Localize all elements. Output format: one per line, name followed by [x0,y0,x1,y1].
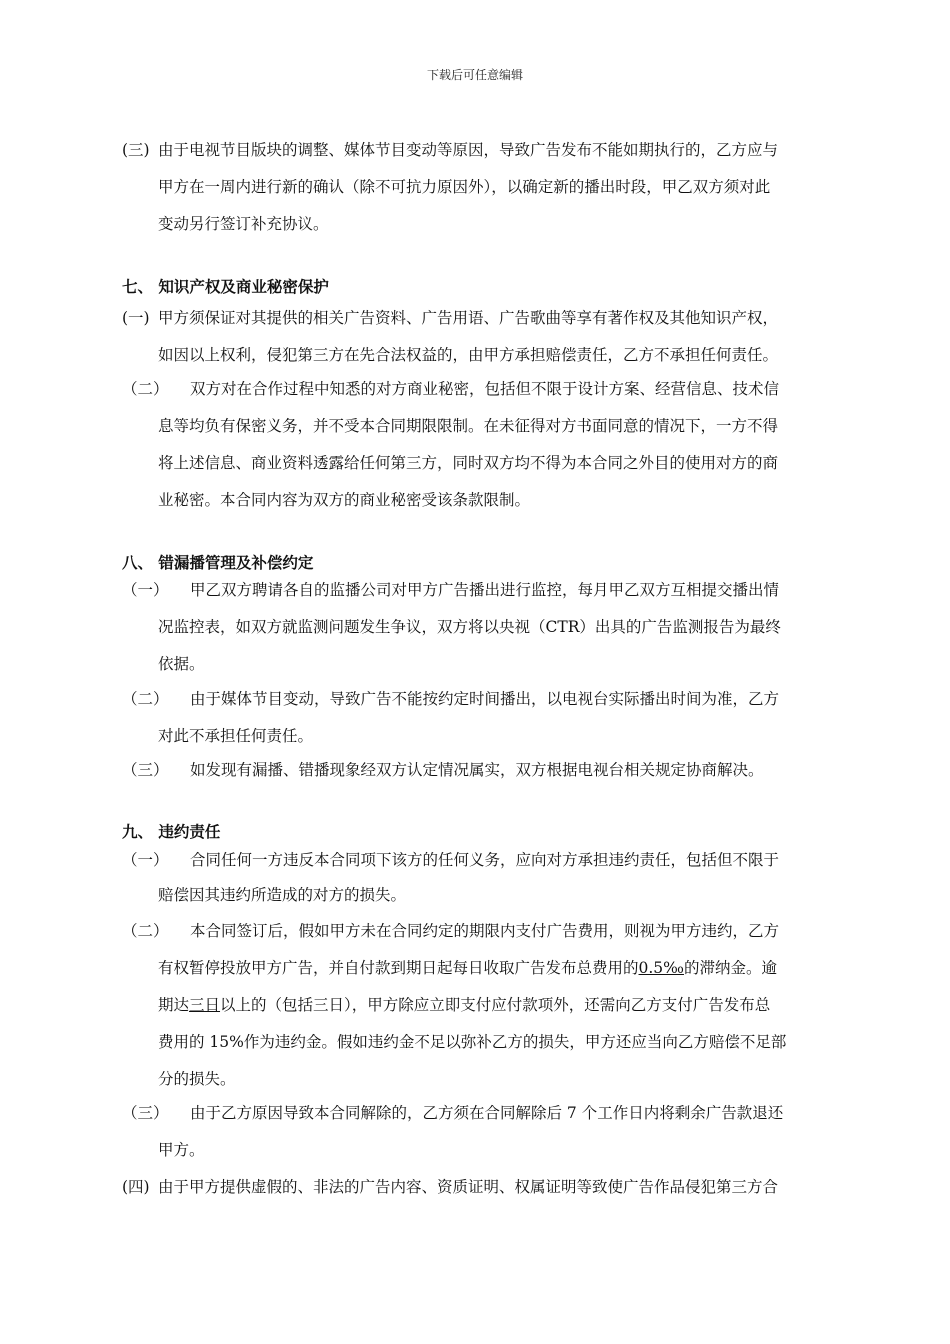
paragraph-line: 对此不承担任何责任。 [158,727,314,745]
item-number: (三) [122,141,150,159]
paragraph-line: 由于乙方原因导致本合同解除的，乙方须在合同解除后 7 个工作日内将剩余广告款退还 [190,1104,784,1122]
underlined-rate: 0.5‰ [638,959,684,977]
item-number: （一） [122,581,169,599]
item-number: (四) [122,1178,150,1196]
paragraph-line: 甲方在一周内进行新的确认（除不可抗力原因外），以确定新的播出时段，甲乙双方须对此 [158,178,771,196]
section-heading: 七、 知识产权及商业秘密保护 [122,278,329,296]
section-heading: 八、 错漏播管理及补偿约定 [122,554,314,572]
paragraph-line: 如发现有漏播、错播现象经双方认定情况属实，双方根据电视台相关规定协商解决。 [190,761,764,779]
item-number: （二） [122,380,169,398]
page-header: 下载后可任意编辑 [426,68,523,82]
paragraph-line: 业秘密。本合同内容为双方的商业秘密受该条款限制。 [158,491,531,509]
paragraph-line [158,958,777,978]
paragraph-line: 由于电视节目版块的调整、媒体节目变动等原因，导致广告发布不能如期执行的，乙方应与 [158,141,779,159]
underlined-days: 三日 [189,996,221,1014]
paragraph-line: 变动另行签订补充协议。 [158,215,329,233]
paragraph-line: 甲方须保证对其提供的相关广告资料、广告用语、广告歌曲等享有著作权及其他知识产权， [158,309,779,327]
paragraph-line: 甲方。 [158,1141,205,1159]
paragraph-line: 双方对在合作过程中知悉的对方商业秘密，包括但不限于设计方案、经营信息、技术信 [190,380,780,398]
paragraph-line: 将上述信息、商业资料透露给任何第三方，同时双方均不得为本合同之外目的使用对方的商 [158,454,779,472]
paragraph-line: 如因以上权利，侵犯第三方在先合法权益的，由甲方承担赔偿责任，乙方不承担任何责任。 [158,346,779,364]
item-number: （一） [122,851,169,869]
item-number: （二） [122,690,169,708]
paragraph-line: 分的损失。 [158,1070,236,1088]
item-number: （三） [122,761,169,779]
paragraph-line: 由于甲方提供虚假的、非法的广告内容、资质证明、权属证明等致使广告作品侵犯第三方合 [158,1178,779,1196]
paragraph-line: 由于媒体节目变动，导致广告不能按约定时间播出，以电视台实际播出时间为准，乙方 [190,690,780,708]
text-segment: 有权暂停投放甲方广告，并自付款到期日起每日收取广告发布总费用的 [158,959,639,977]
item-number: （二） [122,922,169,940]
paragraph-line: 况监控表，如双方就监测问题发生争议，双方将以央视（CTR）出具的广告监测报告为最终 [158,618,781,636]
paragraph-line: 费用的 15%作为违约金。假如违约金不足以弥补乙方的损失，甲方还应当向乙方赔偿不足部 [158,1033,787,1051]
paragraph-line: 依据。 [158,655,205,673]
text-segment: 的滞纳金。逾 [683,959,777,977]
paragraph-line: 赔偿因其违约所造成的对方的损失。 [158,886,407,904]
paragraph-line [158,995,770,1015]
paragraph-line: 合同任何一方违反本合同项下该方的任何义务，应向对方承担违约责任，包括但不限于 [190,851,780,869]
item-number: （三） [122,1104,169,1122]
paragraph-line: 本合同签订后，假如甲方未在合同约定的期限内支付广告费用，则视为甲方违约，乙方 [190,922,780,940]
item-number: (一) [122,309,150,327]
text-segment: 以上的（包括三日），甲方除应立即支付应付款项外，还需向乙方支付广告发布总 [220,996,771,1014]
text-segment: 期达 [158,996,190,1014]
section-heading: 九、 违约责任 [122,823,221,841]
paragraph-line: 息等均负有保密义务，并不受本合同期限限制。在未征得对方书面同意的情况下，一方不得 [158,417,779,435]
paragraph-line: 甲乙双方聘请各自的监播公司对甲方广告播出进行监控，每月甲乙双方互相提交播出情 [190,581,780,599]
